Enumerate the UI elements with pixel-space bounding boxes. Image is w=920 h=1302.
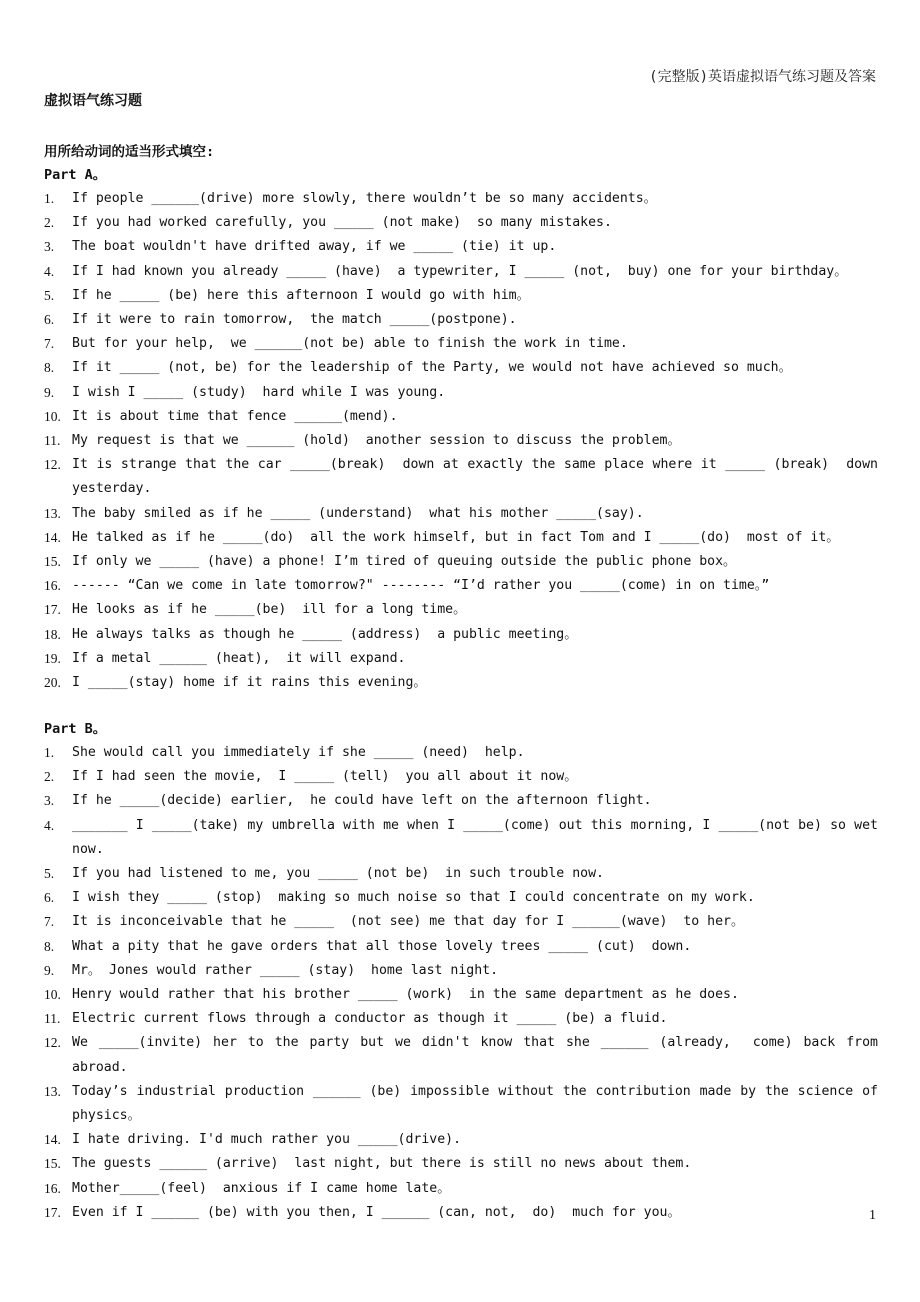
document-title: 虚拟语气练习题: [44, 93, 142, 109]
question-number: 8.: [44, 938, 55, 954]
question-text: If people ______(drive) more slowly, there wouldn’t be so many accidents。: [72, 191, 657, 206]
question-item: [44, 983, 878, 1007]
question-text: If I had seen the movie, I _____ (tell) you all about it now。: [72, 769, 578, 785]
question-item: [44, 623, 878, 647]
question-text: If he _____ (be) here this afternoon I would go with him。: [72, 287, 530, 303]
question-text: But for your help, we ______(not be) able to finish the work in time.: [72, 336, 628, 352]
question-item: [44, 284, 878, 308]
question-number: 7.: [44, 914, 55, 930]
part-b-heading: Part B。: [44, 721, 107, 737]
question-text: If I had known you already _____ (have) a typewriter, I _____ (not, buy) one for your birthday。: [72, 263, 848, 279]
question-text: What a pity that he gave orders that all those lovely trees _____ (cut) down.: [72, 938, 692, 954]
question-item: [44, 308, 878, 332]
question-number: 5.: [44, 866, 55, 882]
question-text: Even if I ______ (be) with you then, I ______ (can, not, do) much for you。: [72, 1204, 681, 1220]
question-text: He talked as if he _____(do) all the work himself, but in fact Tom and I _____(do) most of it。: [72, 529, 840, 545]
part-a-heading: Part A。: [44, 167, 107, 183]
question-number: 2.: [44, 769, 55, 785]
question-number: 1.: [44, 191, 55, 206]
question-text: My request is that we ______ (hold) another session to discuss the problem。: [72, 433, 681, 449]
question-number: 3.: [44, 239, 55, 255]
question-number: 19.: [44, 650, 61, 666]
instruction-text: 用所给动词的适当形式填空:: [44, 144, 215, 160]
question-text: If he _____(decide) earlier, he could have left on the afternoon flight.: [72, 793, 652, 809]
question-number: 4.: [44, 817, 55, 833]
question-number: 12.: [44, 1035, 61, 1051]
question-text: Mr。 Jones would rather _____ (stay) home last night.: [72, 962, 499, 978]
question-text: I hate driving. I'd much rather you _____(drive).: [72, 1132, 462, 1148]
question-item: [44, 789, 878, 813]
question-item: [44, 765, 878, 789]
question-text: If you had worked carefully, you _____ (not make) so many mistakes.: [72, 215, 612, 231]
question-text: If you had listened to me, you _____ (not be) in such trouble now.: [72, 866, 604, 882]
question-number: 4.: [44, 263, 55, 279]
question-text: I _____(stay) home if it rains this evening。: [72, 675, 427, 691]
question-item: [44, 886, 878, 910]
question-item: [44, 1080, 886, 1128]
question-number: 13.: [44, 505, 61, 521]
question-item: [44, 862, 878, 886]
question-item: [44, 356, 878, 380]
question-text: If a metal ______ (heat), it will expand.: [72, 650, 406, 666]
question-number: 2.: [44, 215, 55, 231]
question-item: [44, 647, 878, 671]
question-text: It is strange that the car _____(break) down at exactly the same place where it _____ (break) down yesterday.: [72, 457, 886, 497]
question-text: If only we _____ (have) a phone! I’m tired of queuing outside the public phone box。: [72, 554, 737, 570]
question-item: [44, 429, 878, 453]
part-a-question-list: [44, 187, 886, 695]
question-item: [44, 502, 878, 526]
question-text: The boat wouldn't have drifted away, if we _____ (tie) it up.: [72, 239, 557, 255]
question-item: [44, 550, 878, 574]
question-number: 1.: [44, 745, 55, 760]
question-number: 15.: [44, 1156, 61, 1172]
question-text: Electric current flows through a conductor as though it _____ (be) a fluid.: [72, 1011, 668, 1027]
question-text: I wish I _____ (study) hard while I was young.: [72, 384, 446, 400]
question-number: 6.: [44, 312, 55, 328]
question-number: 17.: [44, 602, 61, 618]
question-item: [44, 235, 878, 259]
question-text: If it were to rain tomorrow, the match _____(postpone).: [72, 312, 517, 328]
question-number: 10.: [44, 987, 61, 1003]
question-number: 11.: [44, 433, 61, 449]
question-item: [44, 935, 878, 959]
question-text: He always talks as though he _____ (address) a public meeting。: [72, 626, 578, 642]
question-text: Henry would rather that his brother _____ (work) in the same department as he does.: [72, 987, 739, 1003]
page-number: 1: [869, 1208, 876, 1223]
question-item: [44, 526, 878, 550]
question-item: [44, 598, 878, 622]
running-header: (完整版)英语虚拟语气练习题及答案: [649, 69, 876, 85]
question-item: [44, 741, 878, 765]
question-number: 7.: [44, 336, 55, 352]
question-number: 14.: [44, 1132, 61, 1148]
question-number: 14.: [44, 529, 61, 545]
question-number: 20.: [44, 675, 61, 691]
question-item: [44, 1031, 886, 1079]
question-text: We _____(invite) her to the party but we didn't know that she ______ (already, come) back from abroad.: [72, 1035, 886, 1075]
question-number: 16.: [44, 1180, 61, 1196]
question-number: 12.: [44, 457, 61, 473]
question-number: 10.: [44, 408, 61, 424]
question-item: [44, 1177, 878, 1201]
question-item: [44, 260, 878, 284]
question-item: [44, 814, 886, 862]
question-item: [44, 1128, 878, 1152]
question-number: 15.: [44, 554, 61, 570]
question-number: 5.: [44, 287, 55, 303]
question-text: I wish they _____ (stop) making so much noise so that I could concentrate on my work.: [72, 890, 755, 906]
question-item: [44, 187, 878, 211]
question-item: [44, 405, 878, 429]
question-text: Mother_____(feel) anxious if I came home late。: [72, 1180, 451, 1196]
question-text: Today’s industrial production ______ (be) impossible without the contribution made by the science of physics。: [72, 1083, 886, 1124]
question-item: [44, 332, 878, 356]
question-item: [44, 574, 878, 598]
question-text: The baby smiled as if he _____ (understand) what his mother _____(say).: [72, 505, 644, 521]
question-number: 9.: [44, 962, 55, 978]
question-text: It is about time that fence ______(mend).: [72, 408, 398, 424]
question-number: 16.: [44, 578, 61, 594]
question-item: [44, 910, 878, 934]
question-item: [44, 1201, 878, 1225]
question-text: ------ “Can we come in late tomorrow?" -------- “I’d rather you _____(come) in on time。”: [72, 578, 770, 594]
question-number: 17.: [44, 1204, 61, 1220]
question-text: If it _____ (not, be) for the leadership of the Party, we would not have achieved so much。: [72, 360, 792, 376]
question-number: 9.: [44, 384, 55, 400]
question-number: 11.: [44, 1011, 61, 1027]
question-number: 3.: [44, 793, 55, 809]
question-item: [44, 1152, 878, 1176]
question-text: It is inconceivable that he _____ (not see) me that day for I ______(wave) to her。: [72, 914, 745, 930]
question-text: He looks as if he _____(be) ill for a long time。: [72, 602, 467, 618]
part-b-question-list: [44, 741, 886, 1225]
question-item: [44, 1007, 878, 1031]
question-item: [44, 959, 878, 983]
question-item: [44, 211, 878, 235]
question-number: 8.: [44, 360, 55, 376]
question-item: [44, 381, 878, 405]
question-item: [44, 671, 878, 695]
question-number: 6.: [44, 890, 55, 906]
question-text: She would call you immediately if she _____ (need) help.: [72, 745, 525, 760]
question-text: The guests ______ (arrive) last night, but there is still no news about them.: [72, 1156, 692, 1172]
question-text: _______ I _____(take) my umbrella with me when I _____(come) out this morning, I _____(not be) so wet now.: [72, 817, 886, 857]
question-number: 13.: [44, 1083, 61, 1099]
question-item: [44, 453, 886, 501]
question-number: 18.: [44, 626, 61, 642]
